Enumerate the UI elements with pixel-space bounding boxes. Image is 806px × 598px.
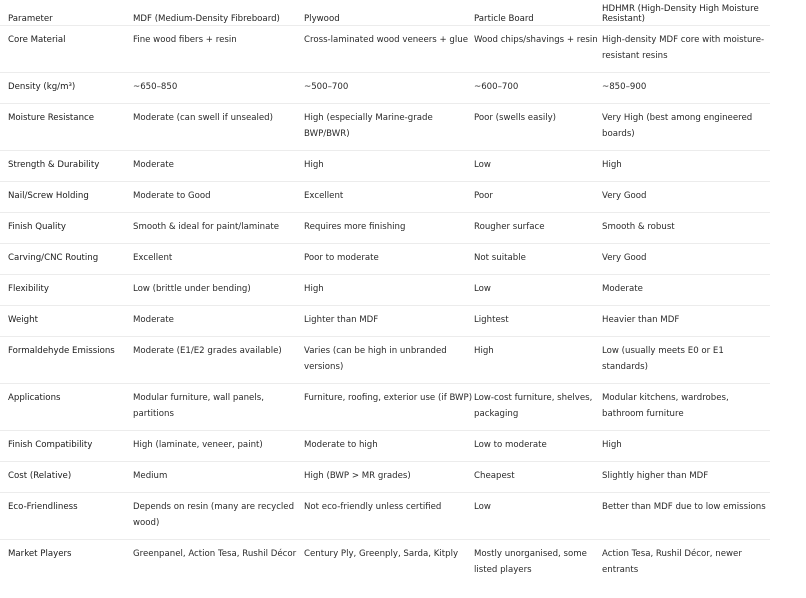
cell-plywood: Requires more finishing xyxy=(304,213,474,244)
cell-mdf: Moderate (E1/E2 grades available) xyxy=(133,337,304,384)
cell-plywood: Moderate to high xyxy=(304,431,474,462)
row-parameter: Flexibility xyxy=(0,275,133,306)
table-row xyxy=(0,244,770,275)
cell-plywood: High (especially Marine-grade BWP/BWR) xyxy=(304,104,474,151)
cell-mdf: Greenpanel, Action Tesa, Rushil Décor xyxy=(133,549,297,559)
header-plywood: Plywood xyxy=(304,0,474,26)
cell-plywood: Century Ply, Greenply, Sarda, Kitply xyxy=(304,549,459,559)
header-mdf: MDF (Medium-Density Fibreboard) xyxy=(133,0,304,26)
cell-hdhmr: Slightly higher than MDF xyxy=(602,462,770,493)
table-row xyxy=(0,431,770,462)
cell-mdf: Excellent xyxy=(133,244,304,275)
cell-particle-board: Low to moderate xyxy=(474,431,602,462)
cell-particle-board: Cheapest xyxy=(474,462,602,493)
row-parameter: Finish Compatibility xyxy=(0,431,133,462)
cell-particle-board: Rougher surface xyxy=(474,213,602,244)
cell-mdf: Fine wood fibers + resin xyxy=(133,26,304,73)
row-parameter: Finish Quality xyxy=(0,213,133,244)
header-hdhmr: HDHMR (High-Density High Moisture Resistant) xyxy=(602,0,770,26)
cell-plywood: High (BWP > MR grades) xyxy=(304,462,474,493)
table-row xyxy=(0,182,770,213)
cell-plywood: Poor to moderate xyxy=(304,244,474,275)
cell-particle-board: ~600–700 xyxy=(474,73,602,104)
header-particle-board: Particle Board xyxy=(474,0,602,26)
table-row xyxy=(0,540,770,587)
cell-hdhmr: Heavier than MDF xyxy=(602,306,770,337)
table-header xyxy=(0,0,770,26)
cell-hdhmr: Moderate xyxy=(602,275,770,306)
cell-mdf: Modular furniture, wall panels, partitions xyxy=(133,384,304,431)
cell-hdhmr: Very Good xyxy=(602,182,770,213)
cell-hdhmr: Better than MDF due to low emissions xyxy=(602,493,770,540)
cell-plywood: Cross-laminated wood veneers + glue xyxy=(304,26,474,73)
table-row xyxy=(0,462,770,493)
cell-particle-board: High xyxy=(474,337,602,384)
row-parameter: Density (kg/m³) xyxy=(0,73,133,104)
table-row xyxy=(0,337,770,384)
table-row xyxy=(0,493,770,540)
cell-particle-board: Low xyxy=(474,151,602,182)
table-row xyxy=(0,151,770,182)
row-parameter: Eco-Friendliness xyxy=(0,493,133,540)
cell-hdhmr: ~850–900 xyxy=(602,73,770,104)
cell-hdhmr: Action Tesa, Rushil Décor, newer entrants xyxy=(602,549,742,575)
cell-hdhmr: High xyxy=(602,431,770,462)
row-parameter: Applications xyxy=(0,384,133,431)
table-row xyxy=(0,104,770,151)
cell-particle-board: Not suitable xyxy=(474,244,602,275)
row-parameter: Weight xyxy=(0,306,133,337)
row-parameter: Cost (Relative) xyxy=(0,462,133,493)
cell-particle-board: Low xyxy=(474,275,602,306)
cell-mdf: Smooth & ideal for paint/laminate xyxy=(133,213,304,244)
table-body xyxy=(0,26,770,587)
cell-plywood: Furniture, roofing, exterior use (if BWP) xyxy=(304,384,474,431)
header-row xyxy=(0,0,770,26)
row-parameter: Nail/Screw Holding xyxy=(0,182,133,213)
cell-mdf: Moderate (can swell if unsealed) xyxy=(133,104,304,151)
cell-hdhmr: Very Good xyxy=(602,244,770,275)
cell-hdhmr: High xyxy=(602,151,770,182)
cell-plywood: Lighter than MDF xyxy=(304,306,474,337)
row-parameter: Strength & Durability xyxy=(0,151,133,182)
table-row xyxy=(0,384,770,431)
cell-plywood: Varies (can be high in unbranded versions) xyxy=(304,337,474,384)
cell-particle-board: Poor xyxy=(474,182,602,213)
cell-particle-board: Mostly unorganised, some listed players xyxy=(474,549,587,575)
row-parameter: Carving/CNC Routing xyxy=(0,244,133,275)
cell-mdf: ~650–850 xyxy=(133,73,304,104)
cell-hdhmr: High-density MDF core with moisture-resistant resins xyxy=(602,26,770,73)
row-parameter: Core Material xyxy=(0,26,133,73)
row-parameter: Moisture Resistance xyxy=(0,104,133,151)
cell-mdf: Moderate xyxy=(133,306,304,337)
cell-particle-board: Wood chips/shavings + resin xyxy=(474,26,602,73)
table-row xyxy=(0,213,770,244)
cell-hdhmr: Low (usually meets E0 or E1 standards) xyxy=(602,337,770,384)
cell-mdf: Low (brittle under bending) xyxy=(133,275,304,306)
cell-plywood: High xyxy=(304,151,474,182)
table-row xyxy=(0,275,770,306)
header-parameter: Parameter xyxy=(0,0,133,26)
cell-plywood: Excellent xyxy=(304,182,474,213)
cell-plywood: Not eco-friendly unless certified xyxy=(304,493,474,540)
cell-mdf: Moderate to Good xyxy=(133,182,304,213)
cell-hdhmr: Very High (best among engineered boards) xyxy=(602,104,770,151)
table-row xyxy=(0,26,770,73)
cell-hdhmr: Modular kitchens, wardrobes, bathroom furniture xyxy=(602,384,770,431)
cell-hdhmr: Smooth & robust xyxy=(602,213,770,244)
table-row xyxy=(0,306,770,337)
cell-mdf: Medium xyxy=(133,462,304,493)
cell-plywood: High xyxy=(304,275,474,306)
cell-mdf: High (laminate, veneer, paint) xyxy=(133,431,304,462)
cell-particle-board: Lightest xyxy=(474,306,602,337)
cell-plywood: ~500–700 xyxy=(304,73,474,104)
cell-particle-board: Poor (swells easily) xyxy=(474,104,602,151)
cell-mdf: Depends on resin (many are recycled wood) xyxy=(133,493,304,540)
row-parameter: Formaldehyde Emissions xyxy=(0,337,133,384)
cell-mdf: Moderate xyxy=(133,151,304,182)
table-row xyxy=(0,73,770,104)
row-parameter: Market Players xyxy=(8,549,72,559)
cell-particle-board: Low xyxy=(474,493,602,540)
cell-particle-board: Low-cost furniture, shelves, packaging xyxy=(474,384,602,431)
